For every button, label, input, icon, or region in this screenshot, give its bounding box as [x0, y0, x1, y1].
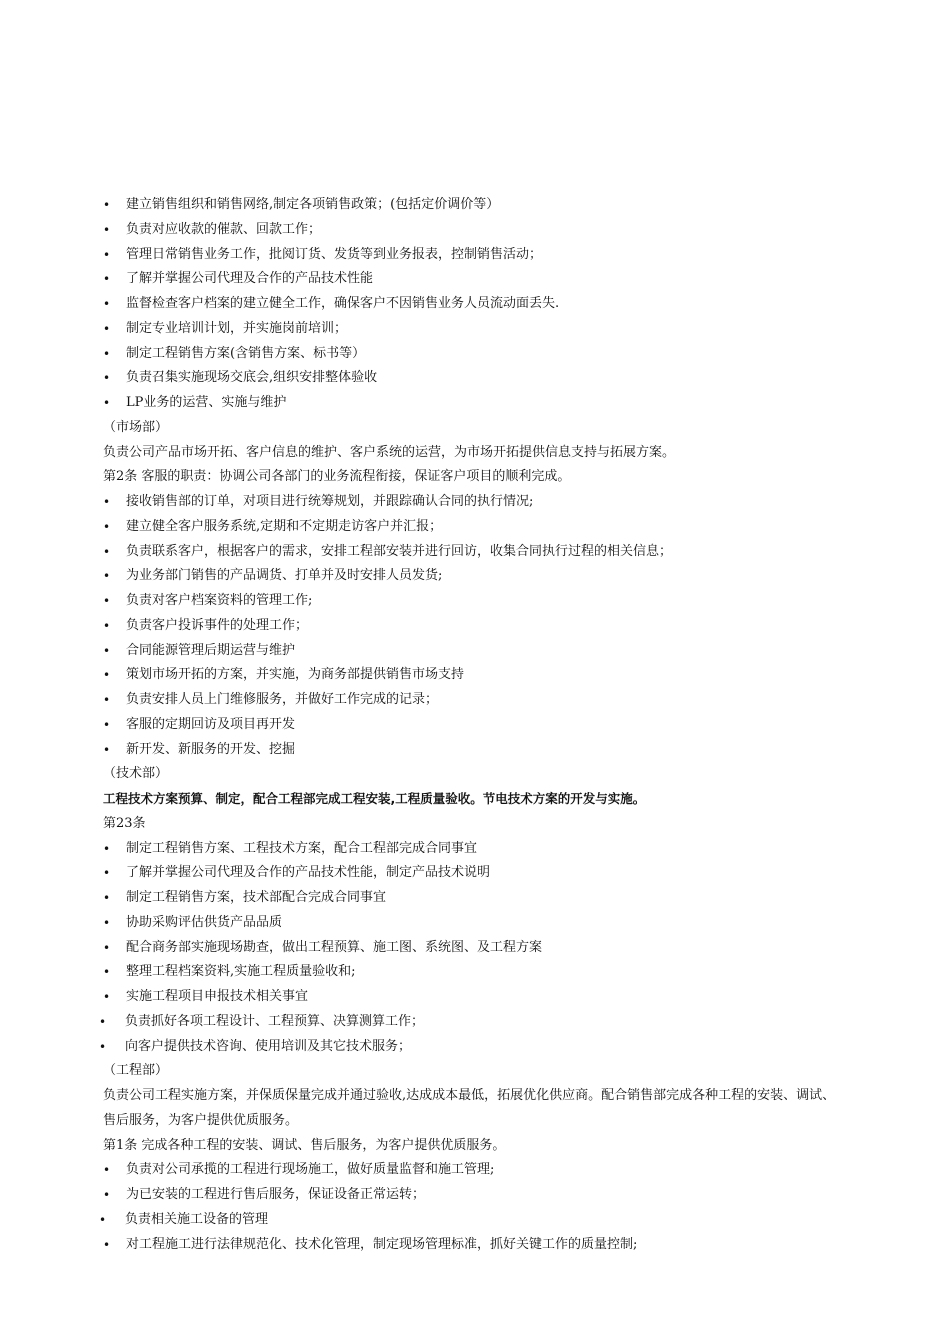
list-item: • 负责对应收款的催款、回款工作；	[103, 218, 848, 243]
list-item: • 管理日常销售业务工作，批阅订货、发货等到业务报表，控制销售活动；	[103, 243, 848, 268]
bullet-icon: •	[103, 693, 111, 707]
eng-description: 负责公司工程实施方案，并保质保量完成并通过验收,达成成本最低，拓展优化供应商。配合销售部完成各种工程的安装、调试、售后服务，为客户提供优质服务。	[103, 1088, 836, 1128]
document-page	[99, 193, 848, 1257]
bullet-icon: •	[103, 198, 111, 212]
bullet-icon: •	[103, 618, 111, 633]
bullet-icon: •	[103, 247, 111, 262]
list-item: • 建立健全客户服务系统,定期和不定期走访客户并汇报；	[103, 515, 848, 540]
bullet-icon: •	[103, 594, 111, 608]
bullet-icon: •	[103, 668, 111, 683]
bullet-icon: •	[103, 569, 111, 584]
bullet-icon: •	[103, 891, 111, 905]
bullet-icon: •	[99, 1039, 107, 1054]
eng-bullet-list	[99, 1158, 848, 1257]
bullet-icon: •	[103, 222, 111, 237]
list-item: • 对工程施工进行法律规范化、技术化管理，制定现场管理标准，抓好关键工作的质量控制;	[103, 1233, 848, 1258]
list-item: • 负责相关施工设备的管理	[103, 1208, 848, 1233]
bullet-icon: •	[103, 396, 111, 410]
list-item: • 负责对公司承揽的工程进行现场施工，做好质量监督和施工管理;	[103, 1158, 848, 1183]
bullet-icon: •	[103, 841, 111, 856]
list-item: • 制定专业培训计划，并实施岗前培训；	[103, 317, 848, 342]
tech-description: 工程技术方案预算、制定，配合工程部完成工程安装,工程质量验收。节电技术方案的开发与实施。	[103, 791, 646, 806]
list-item: • 负责客户投诉事件的处理工作；	[103, 614, 848, 639]
list-item: • 负责联系客户，根据客户的需求，安排工程部安装并进行回访，收集合同执行过程的相关信息；	[103, 540, 848, 565]
list-item: • 负责安排人员上门维修服务，并做好工作完成的记录；	[103, 688, 848, 713]
list-item: • 负责召集实施现场交底会,组织安排整体验收	[103, 366, 848, 391]
bullet-icon: •	[103, 371, 111, 386]
tech-article: 第23条	[103, 815, 146, 831]
bullet-icon: •	[103, 495, 111, 509]
list-item: • 接收销售部的订单，对项目进行统筹规划，并跟踪确认合同的执行情况;	[103, 490, 848, 515]
list-item: • 为业务部门销售的产品调货、打单并及时安排人员发货;	[103, 564, 848, 589]
list-item: • 制定工程销售方案、工程技术方案，配合工程部完成合同事宜	[103, 837, 848, 862]
bullet-icon: •	[103, 965, 111, 980]
bullet-icon: •	[103, 866, 111, 881]
list-item: • 了解并掌握公司代理及合作的产品技术性能	[103, 267, 848, 292]
market-article: 第2条 客服的职责：协调公司各部门的业务流程衔接，保证客户项目的顺利完成。	[103, 469, 571, 485]
market-bullet-list	[103, 490, 848, 762]
bullet-icon: •	[103, 1188, 111, 1202]
bullet-icon: •	[103, 1237, 111, 1252]
eng-heading: （工程部）	[103, 1063, 169, 1079]
list-item: • 负责对客户档案资料的管理工作;	[103, 589, 848, 614]
list-item: • 负责抓好各项工程设计、工程预算、决算测算工作；	[103, 1010, 848, 1035]
sales-bullet-list	[103, 193, 848, 416]
list-item: • 建立销售组织和销售网络,制定各项销售政策；(包括定价调价等）	[103, 193, 848, 218]
list-item: • 客服的定期回访及项目再开发	[103, 713, 848, 738]
list-item: • 为已安装的工程进行售后服务，保证设备正常运转；	[103, 1183, 848, 1208]
list-item: • 实施工程项目申报技术相关事宜	[103, 985, 848, 1010]
bullet-icon: •	[103, 1163, 111, 1178]
list-item: • 向客户提供技术咨询、使用培训及其它技术服务；	[103, 1035, 848, 1060]
market-heading: （市场部）	[103, 419, 169, 435]
list-item: • 策划市场开拓的方案，并实施，为商务部提供销售市场支持	[103, 663, 848, 688]
bullet-icon: •	[103, 742, 111, 757]
list-item: • 了解并掌握公司代理及合作的产品技术性能，制定产品技术说明	[103, 861, 848, 886]
eng-article: 第1条 完成各种工程的安装、调试、售后服务，为客户提供优质服务。	[103, 1137, 506, 1153]
bullet-icon: •	[99, 1014, 107, 1029]
bullet-icon: •	[103, 297, 111, 311]
list-item: • LP业务的运营、实施与维护	[103, 391, 848, 416]
market-description: 负责公司产品市场开拓、客户信息的维护、客户系统的运营，为市场开拓提供信息支持与拓展方案。	[103, 444, 676, 460]
tech-bullet-list	[99, 837, 848, 1060]
bullet-icon: •	[99, 1212, 107, 1227]
list-item: • 监督检查客户档案的建立健全工作，确保客户不因销售业务人员流动面丢失.	[103, 292, 848, 317]
list-item: • 合同能源管理后期运营与维护	[103, 639, 848, 664]
list-item: • 配合商务部实施现场勘查，做出工程预算、施工图、系统图、及工程方案	[103, 936, 848, 961]
bullet-icon: •	[103, 990, 111, 1004]
bullet-icon: •	[103, 643, 111, 658]
bullet-icon: •	[103, 940, 111, 955]
tech-heading: （技术部）	[103, 766, 169, 782]
list-item: • 新开发、新服务的开发、挖掘	[103, 738, 848, 763]
bullet-icon: •	[103, 321, 111, 336]
list-item: • 制定工程销售方案(含销售方案、标书等）	[103, 342, 848, 367]
bullet-icon: •	[103, 519, 111, 534]
bullet-icon: •	[103, 346, 111, 361]
list-item: • 整理工程档案资料,实施工程质量验收和;	[103, 960, 848, 985]
bullet-icon: •	[103, 915, 111, 930]
list-item: • 制定工程销售方案，技术部配合完成合同事宜	[103, 886, 848, 911]
list-item: • 协助采购评估供货产品品质	[103, 911, 848, 936]
bullet-icon: •	[103, 544, 111, 559]
bullet-icon: •	[103, 717, 111, 732]
bullet-icon: •	[103, 272, 111, 287]
